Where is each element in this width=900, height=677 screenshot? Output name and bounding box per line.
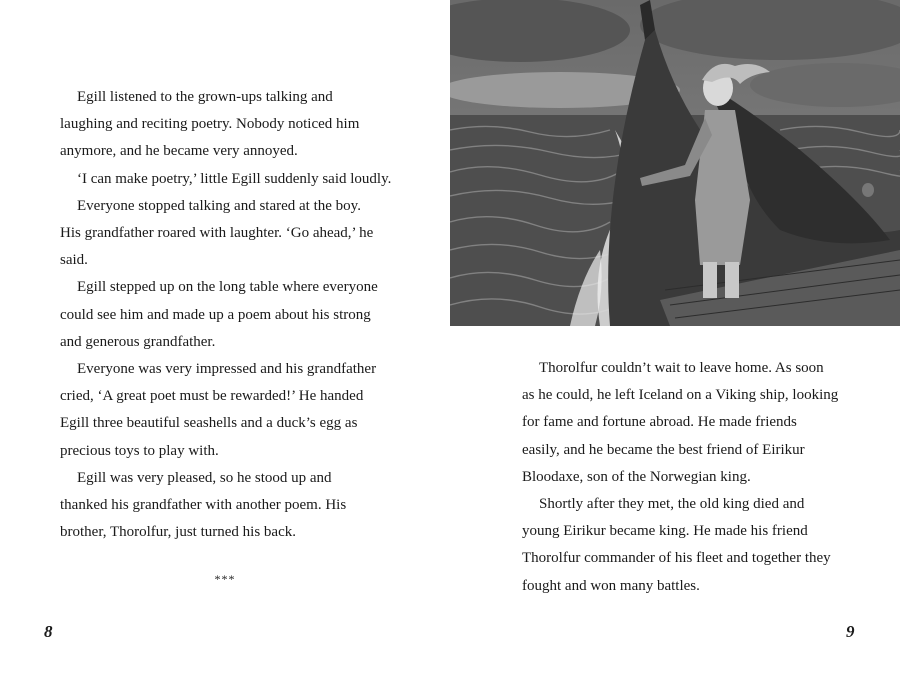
right-page: [450, 0, 900, 677]
text-line: Thorolfur couldn’t wait to leave home. As soon: [539, 360, 824, 376]
text-line: as he could, he left Iceland on a Viking ship, looking: [522, 387, 839, 404]
page-number: 8: [44, 622, 53, 641]
text-line: Thorolfur commander of his fleet and together they: [522, 550, 831, 567]
text-line: anymore, and he became very annoyed.: [60, 143, 298, 160]
section-separator: ***: [214, 572, 236, 586]
left-page-text: [60, 84, 390, 546]
text-line: Everyone was very impressed and his grandfather: [77, 361, 377, 378]
paragraph: [60, 84, 390, 166]
text-line: thanked his grandfather with another poem. His: [60, 497, 347, 514]
text-line: could see him and made up a poem about his strong: [60, 306, 371, 323]
text-line: laughing and reciting poetry. Nobody noticed him: [60, 116, 360, 133]
text-line: easily, and he became the best friend of Eirikur: [522, 441, 805, 458]
text-line: brother, Thorolfur, just turned his back.: [60, 524, 296, 541]
right-page-text: [522, 355, 852, 600]
text-line: Egill three beautiful seashells and a duck’s egg as: [60, 415, 358, 432]
text-line: Shortly after they met, the old king died and: [539, 496, 805, 513]
page-number: 9: [846, 622, 855, 641]
text-line: His grandfather roared with laughter. ‘Go ahead,’ he: [60, 225, 374, 242]
text-line: fought and won many battles.: [522, 577, 700, 594]
text-line: and generous grandfather.: [60, 333, 216, 350]
paragraph: [60, 193, 390, 275]
text-line: Egill listened to the grown-ups talking and: [77, 89, 333, 105]
paragraph: [60, 166, 390, 193]
text-line: cried, ‘A great poet must be rewarded!’ He handed: [60, 388, 364, 405]
text-line: Egill was very pleased, so he stood up and: [77, 469, 332, 486]
paragraph: [60, 356, 390, 465]
paragraph: [60, 465, 390, 547]
text-line: for fame and fortune abroad. He made friends: [522, 414, 797, 431]
paragraph: [522, 491, 852, 600]
text-line: precious toys to play with.: [60, 442, 219, 459]
text-line: Bloodaxe, son of the Norwegian king.: [522, 468, 751, 485]
paragraph: [522, 355, 852, 491]
text-line: Everyone stopped talking and stared at the boy.: [77, 197, 361, 214]
text-line: ‘I can make poetry,’ little Egill suddenly said loudly.: [77, 170, 392, 187]
text-line: Egill stepped up on the long table where everyone: [77, 279, 378, 296]
text-line: young Eirikur became king. He made his friend: [522, 523, 808, 540]
paragraph: [60, 274, 390, 356]
viking-ship-illustration-icon: [450, 0, 900, 326]
text-line: said.: [60, 252, 88, 269]
